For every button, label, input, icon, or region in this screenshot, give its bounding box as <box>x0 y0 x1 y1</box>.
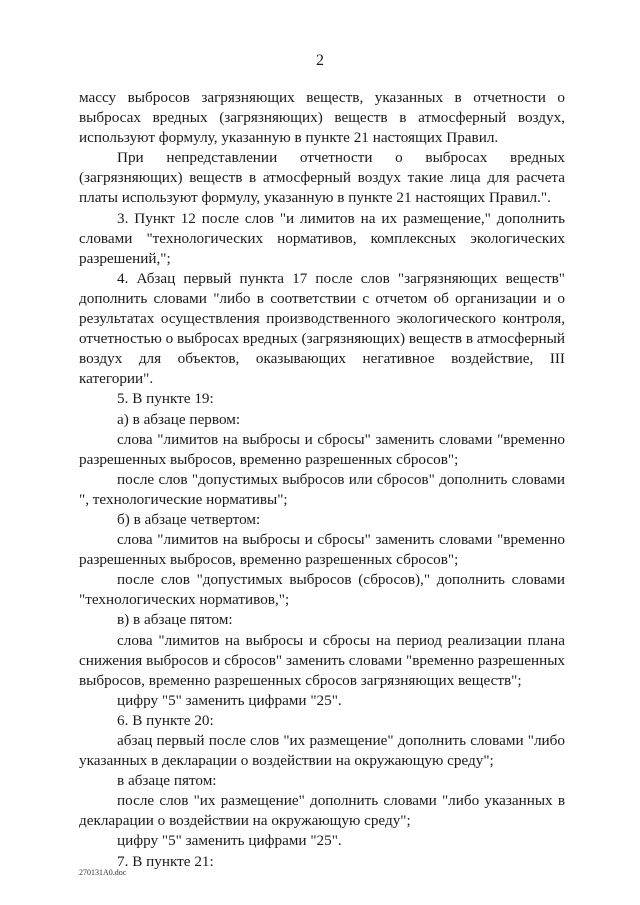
paragraph: слова "лимитов на выбросы и сбросы" заменить словами "временно разрешенных выбросов, временно разрешенных сбросов"; <box>79 430 565 468</box>
paragraph: 3. Пункт 12 после слов "и лимитов на их размещение," дополнить словами "технологических нормативов, комплексных экологических разрешений,"; <box>79 209 565 267</box>
paragraph: цифру "5" заменить цифрами "25". <box>117 691 342 709</box>
paragraph: абзац первый после слов "их размещение" дополнить словами "либо указанных в декларации о воздействии на окружающую среду"; <box>79 732 565 770</box>
list-item: 5. В пункте 19: <box>117 390 214 408</box>
list-item: в) в абзаце пятом: <box>117 611 233 629</box>
paragraph: слова "лимитов на выбросы и сбросы" заменить словами "временно разрешенных выбросов, временно разрешенных сбросов"; <box>79 531 565 569</box>
paragraph: При непредставлении отчетности о выбросах вредных (загрязняющих) веществ в атмосферный воздух такие лица для расчета платы используют формулу, указанную в пункте 21 настоящих Правил.". <box>79 149 565 207</box>
paragraph: массу выбросов загрязняющих веществ, указанных в отчетности о выбросах вредных (загрязняющих) веществ в атмосферный воздух, используют формулу, указанную в пункте 21 настоящих Правил. <box>79 89 565 147</box>
list-item: 6. В пункте 20: <box>117 711 214 729</box>
paragraph: цифру "5" заменить цифрами "25". <box>117 832 342 850</box>
list-item: в абзаце пятом: <box>117 772 217 790</box>
document-body <box>79 88 565 872</box>
paragraph: после слов "допустимых выбросов (сбросов)," дополнить словами "технологических нормативов,"; <box>79 571 565 609</box>
paragraph: после слов "допустимых выбросов или сбросов" дополнить словами ", технологические нормативы"; <box>79 470 565 508</box>
page-number: 2 <box>316 52 324 69</box>
paragraph: после слов "их размещение" дополнить словами "либо указанных в декларации о воздействии на окружающую среду"; <box>79 792 565 830</box>
list-item: б) в абзаце четвертом: <box>117 510 261 528</box>
list-item: 7. В пункте 21: <box>117 852 214 870</box>
document-id-footer: 270131A0.doc <box>79 868 127 877</box>
paragraph: 4. Абзац первый пункта 17 после слов "загрязняющих веществ" дополнить словами "либо в соответствии с отчетом об организации и о результатах осуществления производственного экологического контроля, отчетностью о выбросах вредных (загрязняющих) веществ в атмосферный воздух для объектов, оказывающих негативное воздействие, III категории". <box>79 269 565 388</box>
paragraph: слова "лимитов на выбросы и сбросы на период реализации плана снижения выбросов и сбросов" заменить словами "временно разрешенных выбросов, временно разрешенных сбросов загрязняющих веществ"; <box>79 631 565 689</box>
list-item: а) в абзаце первом: <box>117 410 241 428</box>
